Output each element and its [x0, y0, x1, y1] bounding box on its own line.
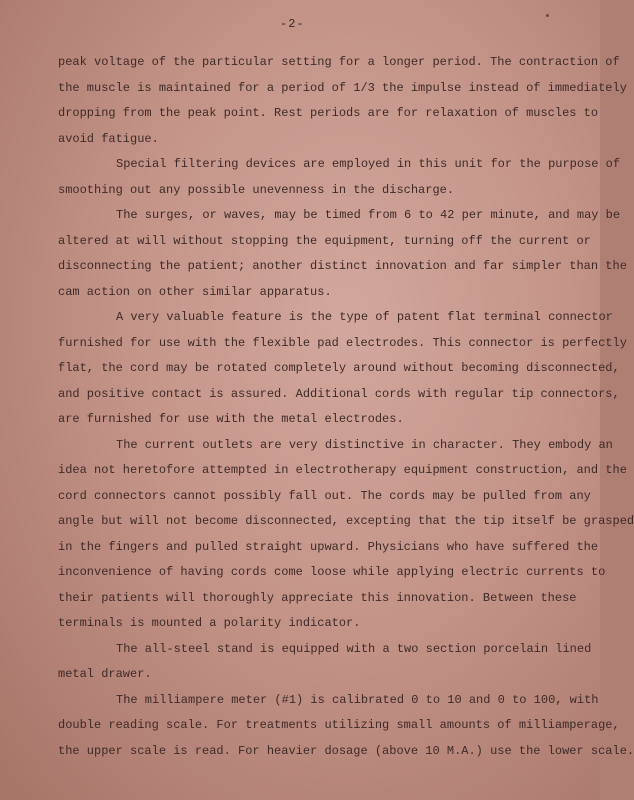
- text-line: the upper scale is read. For heavier dosage (above 10 M.A.) use the lower scale.: [58, 743, 634, 758]
- text-line: The milliampere meter (#1) is calibrated 0 to 10 and 0 to 100, with: [116, 692, 599, 707]
- text-line: altered at will without stopping the equipment, turning off the current or: [58, 233, 591, 248]
- text-line: idea not heretofore attempted in electrotherapy equipment construction, and the: [58, 463, 627, 477]
- text-line: The surges, or waves, may be timed from 6 to 42 per minute, and may be: [116, 208, 621, 222]
- text-line: terminals is mounted a polarity indicator.: [58, 616, 361, 630]
- body-text: [58, 50, 634, 764]
- page-number: -2-: [280, 17, 305, 31]
- text-line: avoid fatigue.: [58, 131, 159, 146]
- text-line: dropping from the peak point. Rest periods are for relaxation of muscles to: [58, 106, 599, 120]
- text-line: A very valuable feature is the type of patent flat terminal connector: [116, 310, 613, 324]
- text-line: furnished for use with the flexible pad electrodes. This connector is perfectly: [58, 335, 627, 350]
- paragraph-3: [58, 203, 627, 305]
- text-line: are furnished for use with the metal electrodes.: [58, 412, 404, 426]
- text-line: cord connectors cannot possibly fall out. The cords may be pulled from any: [58, 488, 591, 503]
- paragraph-4: [58, 305, 627, 433]
- text-line: smoothing out any possible unevenness in the discharge.: [58, 182, 455, 197]
- text-line: The all-steel stand is equipped with a two section porcelain lined: [116, 641, 592, 656]
- text-line: inconvenience of having cords come loose while applying electric currents to: [58, 565, 606, 579]
- text-line: Special filtering devices are employed in this unit for the purpose of: [116, 157, 621, 171]
- text-line: The current outlets are very distinctive in character. They embody an: [116, 437, 613, 452]
- paragraph-1: [58, 50, 627, 152]
- text-line: the muscle is maintained for a period of 1/3 the impulse instead of immediately: [58, 80, 627, 95]
- paragraph-7: [58, 688, 634, 765]
- text-line: in the fingers and pulled straight upward. Physicians who have suffered the: [58, 539, 599, 554]
- paragraph-6: [58, 637, 592, 688]
- text-line: cam action on other similar apparatus.: [58, 284, 332, 299]
- text-line: angle but will not become disconnected, excepting that the tip itself be grasped: [58, 514, 634, 528]
- text-line: double reading scale. For treatments utilizing small amounts of milliamperage,: [58, 718, 620, 732]
- text-line: and positive contact is assured. Additional cords with regular tip connectors,: [58, 386, 620, 401]
- text-line: flat, the cord may be rotated completely around without becoming disconnected,: [58, 361, 620, 375]
- text-line: disconnecting the patient; another distinct innovation and far simpler than the: [58, 259, 627, 273]
- paragraph-5: [58, 433, 634, 637]
- text-line: peak voltage of the particular setting for a longer period. The contraction of: [58, 55, 620, 69]
- text-line: their patients will thoroughly appreciate this innovation. Between these: [58, 590, 577, 605]
- text-line: metal drawer.: [58, 667, 152, 681]
- paper-speck: [546, 14, 549, 17]
- paragraph-2: [58, 152, 621, 203]
